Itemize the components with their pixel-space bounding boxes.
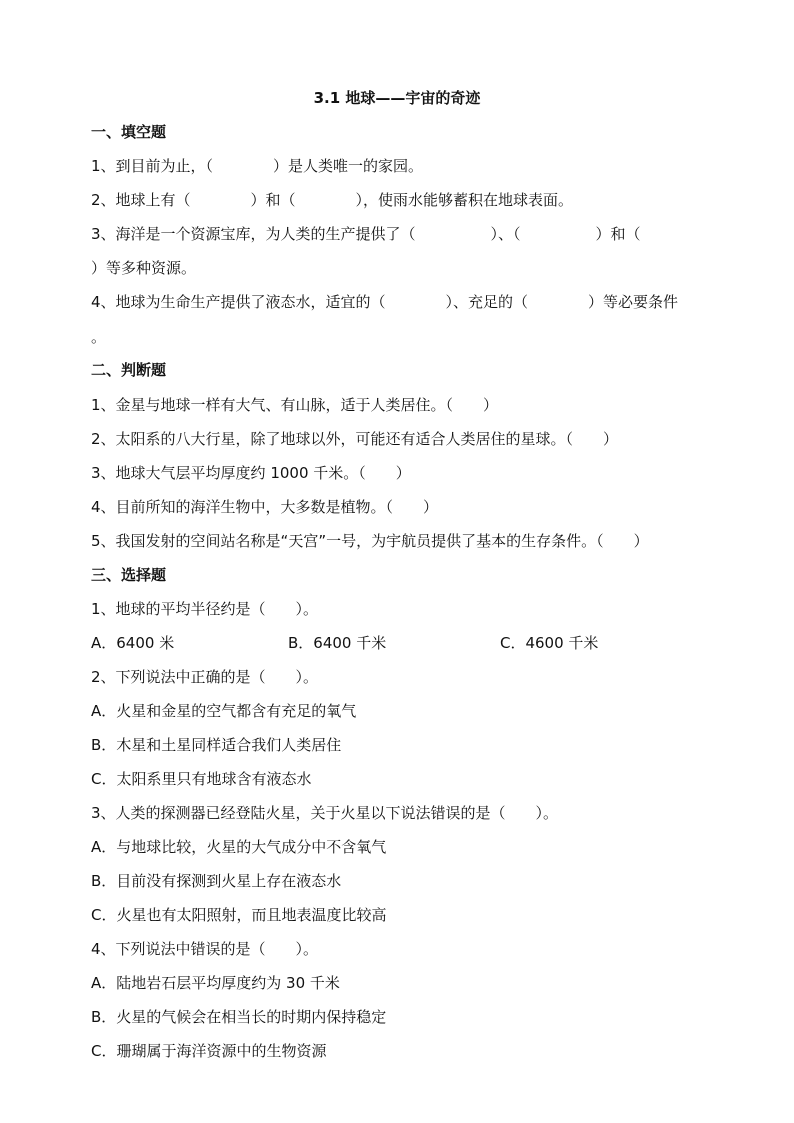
choice-question-3: 3、人类的探测器已经登陆火星，关于火星以下说法错误的是（ ）。 [91,804,559,822]
choice-option-c: C．珊瑚属于海洋资源中的生物资源 [91,1042,327,1060]
true-false-question-4: 4、目前所知的海洋生物中，大多数是植物。（ ） [91,498,439,516]
fill-blank-question-4-continued: 。 [91,328,107,346]
choice-option-b: B．目前没有探测到火星上存在液态水 [91,872,342,890]
fill-blank-question-4: 4、地球为生命生产提供了液态水，适宜的（ ）、充足的（ ）等必要条件 [91,293,679,311]
section-heading-true-false: 二、判断题 [91,361,167,379]
choice-question-1: 1、地球的平均半径约是（ ）。 [91,600,319,618]
section-heading-multiple-choice: 三、选择题 [91,566,167,584]
section-heading-fill-blank: 一、填空题 [91,123,167,141]
choice-option-b: B．木星和土星同样适合我们人类居住 [91,736,342,754]
choice-option-a: A．与地球比较，火星的大气成分中不含氧气 [91,838,387,856]
choice-option-b: B．6400 千米 [288,634,387,652]
true-false-question-2: 2、太阳系的八大行星，除了地球以外，可能还有适合人类居住的星球。（ ） [91,430,619,448]
choice-option-c: C．4600 千米 [500,634,599,652]
choice-question-4: 4、下列说法中错误的是（ ）。 [91,940,319,958]
choice-option-c: C．火星也有太阳照射，而且地表温度比较高 [91,906,387,924]
fill-blank-question-1: 1、到目前为止，（ ）是人类唯一的家园。 [91,157,424,175]
choice-question-2: 2、下列说法中正确的是（ ）。 [91,668,319,686]
page-title: 3.1 地球——宇宙的奇迹 [313,89,481,107]
fill-blank-question-3-continued: ）等多种资源。 [91,259,197,277]
true-false-question-3: 3、地球大气层平均厚度约 1000 千米。（ ） [91,464,411,482]
choice-option-b: B．火星的气候会在相当长的时期内保持稳定 [91,1008,387,1026]
fill-blank-question-3: 3、海洋是一个资源宝库，为人类的生产提供了（ ）、（ ）和（ [91,225,641,243]
fill-blank-question-2: 2、地球上有（ ）和（ ），使雨水能够蓄积在地球表面。 [91,191,574,209]
true-false-question-1: 1、金星与地球一样有大气、有山脉，适于人类居住。（ ） [91,396,499,414]
true-false-question-5: 5、我国发射的空间站名称是“天宫”一号，为宇航员提供了基本的生存条件。（ ） [91,532,649,550]
choice-option-c: C．太阳系里只有地球含有液态水 [91,770,312,788]
choice-option-a: A．陆地岩石层平均厚度约为 30 千米 [91,974,340,992]
choice-option-a: A．6400 米 [91,634,175,652]
choice-option-a: A．火星和金星的空气都含有充足的氧气 [91,702,357,720]
